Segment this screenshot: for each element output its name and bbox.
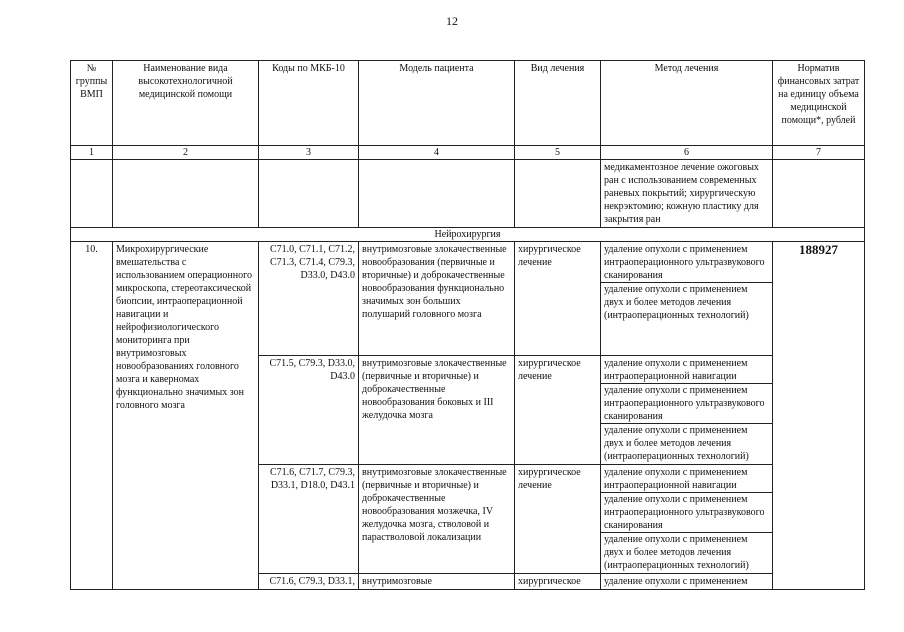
treatment-methods [601, 242, 773, 356]
table-row [71, 242, 865, 356]
header-row [71, 61, 865, 146]
column-number: 2 [113, 146, 259, 160]
cost-value: 188927 [773, 242, 865, 590]
column-number: 1 [71, 146, 113, 160]
column-number: 6 [601, 146, 773, 160]
treatment-type: хирургическое лечение [515, 242, 601, 356]
treatment-methods [601, 356, 773, 465]
icd-codes: C71.6, C79.3, D33.1, [259, 574, 359, 590]
care-type-name: Микрохирургические вмешательства с использованием операционного микроскопа, стереотаксической биопсии, интраоперационной навигации и нейрофизиологического мониторинга при внутримозговых новообразованиях головного мозга и каверномах функционально значимых зон головного мозга [113, 242, 259, 590]
column-number: 5 [515, 146, 601, 160]
column-number: 4 [359, 146, 515, 160]
method-item: удаление опухоли с применением интраоперационного ультразвукового сканирования [601, 384, 772, 424]
header-treatment-method: Метод лечения [601, 61, 773, 146]
treatment-type: хирургическое лечение [515, 465, 601, 574]
header-icd-codes: Коды по МКБ-10 [259, 61, 359, 146]
column-number-row [71, 146, 865, 160]
column-number: 7 [773, 146, 865, 160]
icd-codes: C71.0, C71.1, C71.2, C71.3, C71.4, C79.3, D33.0, D43.0 [259, 242, 359, 356]
patient-model: внутримозговые [359, 574, 515, 590]
treatment-methods [601, 465, 773, 574]
vmp-table [70, 60, 865, 590]
header-cost-norm: Норматив финансовых затрат на единицу объема медицинской помощи*, рублей [773, 61, 865, 146]
treatment-type: хирургическое лечение [515, 356, 601, 465]
method-item: удаление опухоли с применением интраоперационного ультразвукового сканирования [601, 493, 772, 533]
page-number: 12 [446, 14, 458, 28]
method-item: удаление опухоли с применением двух и более методов лечения (интраоперационных технологий) [604, 284, 749, 321]
section-row [71, 228, 865, 242]
header-patient-model: Модель пациента [359, 61, 515, 146]
icd-codes: C71.6, C71.7, C79.3, D33.1, D18.0, D43.1 [259, 465, 359, 574]
header-group-number: № группы ВМП [71, 61, 113, 146]
method-item: удаление опухоли с применением интраоперационной навигации [601, 357, 772, 384]
header-treatment-type: Вид лечения [515, 61, 601, 146]
method-item: удаление опухоли с применением двух и более методов лечения (интраоперационных технологий) [604, 425, 749, 462]
treatment-methods [601, 574, 773, 590]
patient-model: внутримозговые злокачественные (первичные и вторичные) и доброкачественные новообразования мозжечка, IV желудочка мозга, стволовой и парастволовой локализации [359, 465, 515, 574]
method-item: удаление опухоли с применением [604, 576, 748, 587]
method-item: удаление опухоли с применением интраоперационной навигации [601, 466, 772, 493]
header-care-type: Наименование вида высокотехнологичной медицинской помощи [113, 61, 259, 146]
section-title: Нейрохирургия [71, 228, 865, 242]
column-number: 3 [259, 146, 359, 160]
group-number: 10. [71, 242, 113, 590]
treatment-type: хирургическое [515, 574, 601, 590]
method-item: удаление опухоли с применением двух и более методов лечения (интраоперационных технологий) [604, 534, 749, 571]
method-item: удаление опухоли с применением интраоперационного ультразвукового сканирования [601, 243, 772, 283]
patient-model: внутримозговые злокачественные новообразования (первичные и вторичные) и доброкачественные новообразования функционально значимых зон больших полушарий головного мозга [359, 242, 515, 356]
icd-codes: C71.5, C79.3, D33.0, D43.0 [259, 356, 359, 465]
continuation-method: медикаментозное лечение ожоговых ран с использованием современных раневых покрытий; хирургическую некрэктомию; кожную пластику для закрытия ран [601, 160, 773, 228]
continuation-row [71, 160, 865, 228]
patient-model: внутримозговые злокачественные (первичные и вторичные) и доброкачественные новообразования боковых и III желудочка мозга [359, 356, 515, 465]
